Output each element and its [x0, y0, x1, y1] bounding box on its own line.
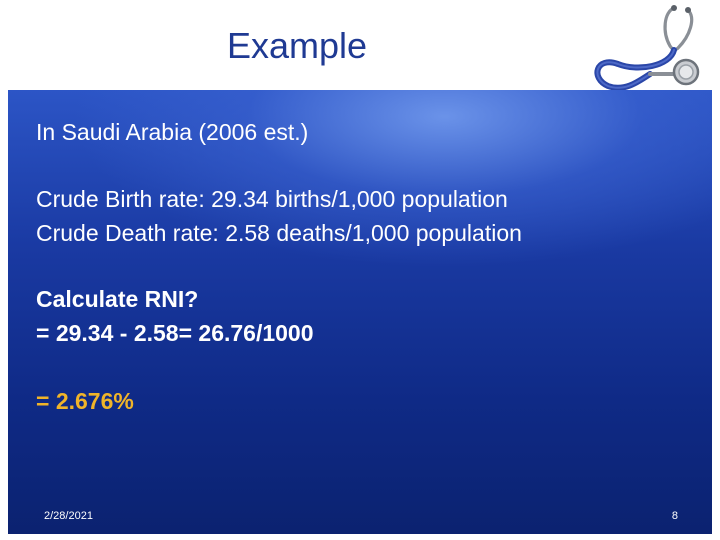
question-text: Calculate RNI? [36, 286, 199, 312]
location-text: In Saudi Arabia (2006 est.) [36, 119, 309, 145]
footer-date: 2/28/2021 [44, 510, 93, 522]
birth-rate-text: Crude Birth rate: 29.34 births/1,000 population [36, 186, 508, 212]
footer-page-number: 8 [671, 510, 678, 522]
content-panel [8, 90, 712, 534]
death-rate-text: Crude Death rate: 2.58 deaths/1,000 population [36, 220, 522, 246]
stethoscope-icon [578, 2, 716, 94]
slide-title: Example [226, 25, 368, 66]
calculation-text: = 29.34 - 2.58= 26.76/1000 [36, 320, 314, 346]
result-text: = 2.676% [36, 388, 134, 414]
